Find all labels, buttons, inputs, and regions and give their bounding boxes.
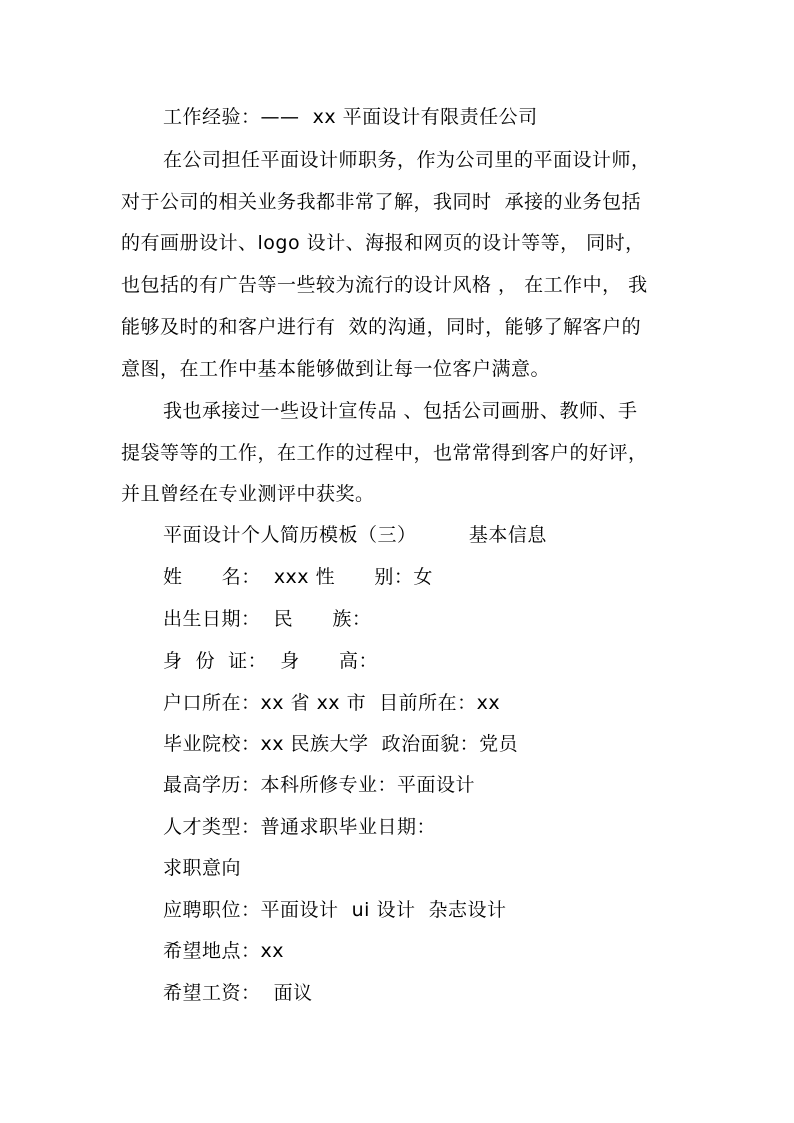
paragraph-1-line-4: 也包括的有广告等一些较为流行的设计风格 ， 在工作中， 我 xyxy=(121,274,648,296)
info-desired-location: 希望地点：xx xyxy=(163,940,284,962)
job-intention-heading: 求职意向 xyxy=(163,857,242,879)
info-name-gender: 姓 名： xxx 性 别：女 xyxy=(163,566,433,588)
info-school-politics: 毕业院校：xx 民族大学 政治面貌：党员 xyxy=(163,733,519,755)
info-education-major: 最高学历：本科所修专业：平面设计 xyxy=(163,774,476,796)
paragraph-2-line-3: 并且曾经在专业测评中获奖。 xyxy=(121,483,375,505)
paragraph-2-line-2: 提袋等等的工作，在工作的过程中，也常常得到客户的好评， xyxy=(121,442,648,464)
paragraph-2-line-1: 我也承接过一些设计宣传品 、包括公司画册、教师、手 xyxy=(163,400,638,422)
info-residence: 户口所在：xx 省 xx 市 目前所在：xx xyxy=(163,692,501,714)
paragraph-1-line-3: 的有画册设计、logo 设计、海报和网页的设计等等， 同时， xyxy=(121,232,645,254)
info-birthdate-ethnicity: 出生日期： 民 族： xyxy=(163,608,372,630)
info-desired-salary: 希望工资： 面议 xyxy=(163,982,313,1004)
paragraph-1-line-5: 能够及时的和客户进行有 效的沟通，同时，能够了解客户的 xyxy=(121,316,642,338)
paragraph-1-line-6: 意图，在工作中基本能够做到让每一位客户满意。 xyxy=(121,358,551,380)
paragraph-1-line-1: 在公司担任平面设计师职务，作为公司里的平面设计师， xyxy=(163,149,651,171)
info-id-height: 身 份 证： 身 高： xyxy=(163,650,378,672)
work-experience-heading: 工作经验：—— xx 平面设计有限责任公司 xyxy=(163,106,538,128)
info-desired-position: 应聘职位：平面设计 ui 设计 杂志设计 xyxy=(163,899,507,921)
info-talent-type: 人才类型：普通求职毕业日期： xyxy=(163,816,437,838)
template-title: 平面设计个人简历模板（三） 基本信息 xyxy=(163,524,547,546)
paragraph-1-line-2: 对于公司的相关业务我都非常了解，我同时 承接的业务包括 xyxy=(121,191,642,213)
